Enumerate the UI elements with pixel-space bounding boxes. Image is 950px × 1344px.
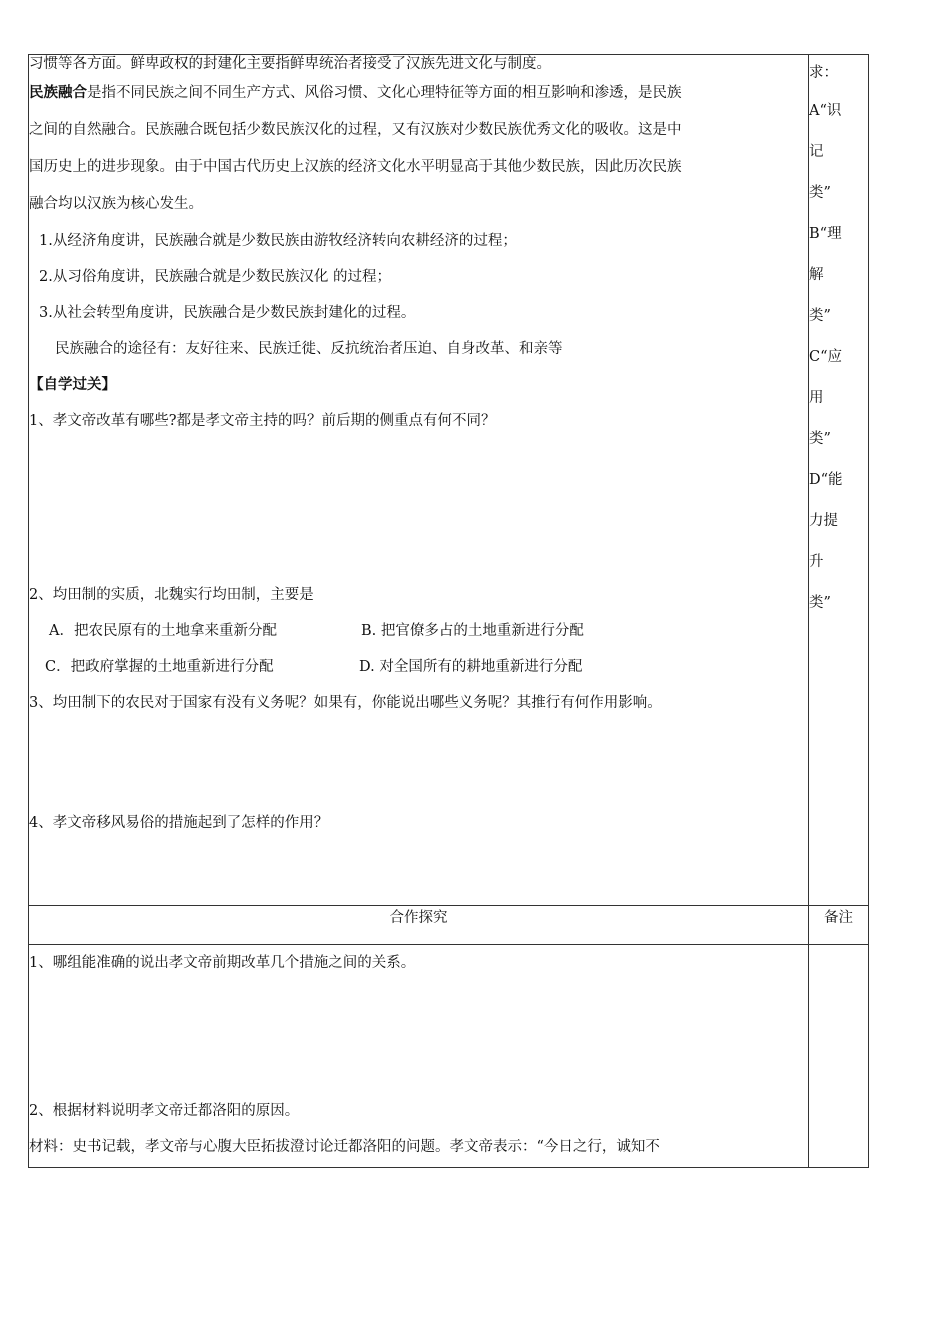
section-heading-self-study: 【自学过关】	[29, 377, 116, 393]
option-a[interactable]: A．把农民原有的土地拿来重新分配	[49, 623, 277, 639]
list-item-economic: 1.从经济角度讲，民族融合就是少数民族由游牧经济转向农耕经济的过程；	[39, 233, 517, 249]
question-4: 4、孝文帝移风易俗的措施起到了怎样的作用？	[29, 815, 329, 831]
cooperation-title: 合作探究	[29, 906, 809, 945]
fusion-paths-text: 民族融合的途径有：友好往来、民族迁徙、反抗统治者压迫、自身改革、和亲等	[55, 341, 563, 357]
sidebar-line: C“应	[809, 349, 843, 365]
worksheet	[28, 54, 868, 1168]
list-item-custom: 2.从习俗角度讲，民族融合就是少数民族汉化 的过程；	[39, 269, 391, 285]
definition-paragraph	[29, 75, 808, 223]
definition-line-3: 国历史上的进步现象。由于中国古代历史上汉族的经济文化水平明显高于其他少数民族，因此历次民族	[29, 159, 682, 175]
question-1: 1、孝文帝改革有哪些?都是孝文帝主持的吗？前后期的侧重点有何不同？	[29, 413, 496, 429]
options-row-2	[29, 649, 808, 685]
sidebar-line: 用	[809, 390, 824, 406]
coop-answer-space-1[interactable]	[29, 981, 808, 1093]
coop-question-1: 1、哪组能准确的说出孝文帝前期改革几个措施之间的关系。	[29, 955, 416, 971]
definition-line-4: 融合均以汉族为核心发生。	[29, 196, 203, 212]
sidebar-cell	[809, 55, 869, 906]
sidebar-line: 升	[809, 554, 824, 570]
options-row-1	[29, 613, 808, 649]
definition-line-2: 之间的自然融合。民族融合既包括少数民族汉化的过程，又有汉族对少数民族优秀文化的吸收。这是中	[29, 122, 682, 138]
sidebar-line: 类”	[809, 431, 831, 447]
definition-line-1: 是指不同民族之间不同生产方式、风俗习惯、文化心理特征等方面的相互影响和渗透，是民族	[87, 85, 682, 101]
list-item-social: 3.从社会转型角度讲，民族融合是少数民族封建化的过程。	[39, 305, 416, 321]
answer-space-1[interactable]	[29, 439, 808, 577]
option-c[interactable]: C．把政府掌握的土地重新进行分配	[45, 659, 274, 675]
coop-question-2: 2、根据材料说明孝文帝迁都洛阳的原因。	[29, 1103, 300, 1119]
sidebar-line: 类”	[809, 308, 831, 324]
sidebar-line: 类”	[809, 595, 831, 611]
sidebar-line: 求：	[809, 65, 838, 81]
question-2: 2、均田制的实质，北魏实行均田制，主要是	[29, 587, 314, 603]
sidebar-line: A“识	[809, 103, 842, 119]
notes-cell[interactable]	[809, 945, 869, 1168]
question-3: 3、均田制下的农民对于国家有没有义务呢？如果有，你能说出哪些义务呢？其推行有何作用影响。	[29, 695, 662, 711]
cooperation-cell	[29, 945, 809, 1168]
sidebar-line: 解	[809, 267, 824, 283]
intro-text: 习惯等各方面。鲜卑政权的封建化主要指鲜卑统治者接受了汉族先进文化与制度。	[29, 56, 551, 72]
definition-term: 民族融合	[29, 85, 87, 101]
sidebar-line: B“理	[809, 226, 842, 242]
answer-space-3[interactable]	[29, 721, 808, 805]
sidebar-line: D“能	[809, 472, 843, 488]
option-b[interactable]: B. 把官僚多占的土地重新进行分配	[361, 623, 584, 639]
cooperation-header-row	[29, 906, 869, 945]
sidebar-line: 力提	[809, 513, 838, 529]
notes-header: 备注	[809, 906, 869, 945]
coop-material: 材料：史书记载，孝文帝与心腹大臣拓拔澄讨论迁都洛阳的问题。孝文帝表示：“今日之行，诚知不	[29, 1139, 660, 1155]
sidebar-line: 类”	[809, 185, 831, 201]
cooperation-row	[29, 945, 869, 1168]
answer-space-4[interactable]	[29, 841, 808, 873]
sidebar-line: 记	[809, 144, 824, 160]
option-d[interactable]: D. 对全国所有的耕地重新进行分配	[359, 659, 583, 675]
self-study-row	[29, 55, 869, 906]
self-study-cell	[29, 55, 809, 906]
worksheet-table	[28, 54, 869, 1168]
